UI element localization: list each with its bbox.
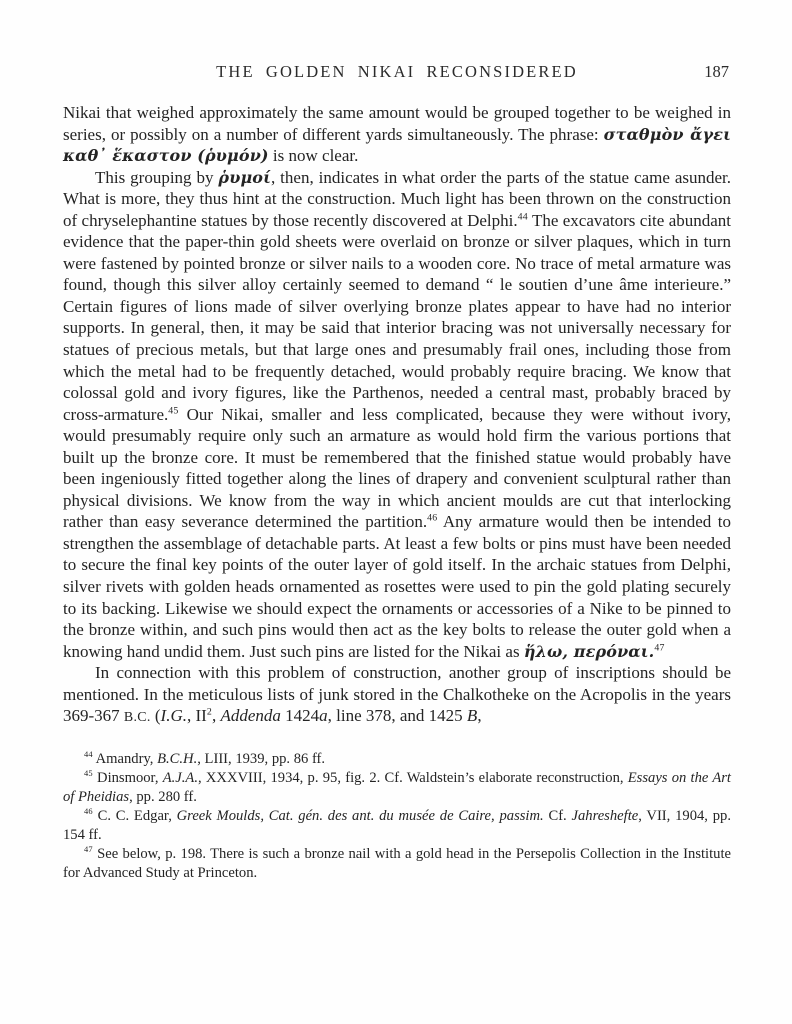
footnote-47: $^{47}$ See below, p. 198. There is such a bronze nail with a gold head in the Persepolis Collection in the Institute for Advanced Study at Princeton. xyxy=(63,844,731,881)
footnotes-section xyxy=(63,750,731,883)
paragraph-inscriptions: In connection with this problem of construction, another group of inscriptions should be mentioned. In the meticulous lists of junk stored in the Chalkotheke on the Acropolis in the years 369-367 B.C. (I.G., $II^2$, Addenda 1424a, line 378, and 1425 B, xyxy=(63,663,731,726)
footnote-45: $^{45}$ Dinsmoor, A.J.A., XXXVIII, 1934, p. 95, fig. 2. Cf. Waldstein’s elaborate reconstruction, Essays on the Art of Pheidias, pp. 280 ff. xyxy=(63,768,731,805)
running-title: THE GOLDEN NIKAI RECONSIDERED xyxy=(216,62,578,81)
page-header xyxy=(63,62,731,84)
paragraph-continuation: Nikai that weighed approximately the same amount would be grouped together to be weighed in series, or possibly on a number of different yards simultaneously. The phrase: σταθμὸν ἄγει καθ᾽ ἕκαστον (ῥυμόν) is now clear. xyxy=(63,103,731,166)
footnote-46: $^{46}$ C. C. Edgar, Greek Moulds, Cat. gén. des ant. du musée de Caire, passim. Cf. Jahreshefte, VII, 1904, pp. 154 ff. xyxy=(63,806,731,843)
article-body xyxy=(63,102,731,729)
paragraph-grouping: This grouping by ῥυμοί, then, indicates in what order the parts of the statue came asunder. What is more, they thus hint at the construction. Much light has been thrown on the construction of chryselephantine statues by those recently discovered at Delphi.$^{44}$ The excavators cite abundant evidence that the paper-thin gold sheets were overlaid on bronze or silver plaques, which in turn were fastened by pointed bronze or silver nails to a wooden core. No trace of metal armature was found, though this silver alloy certainly seemed to demand “ le soutien d’une âme interieure.” Certain figures of lions made of silver overlying bronze plates appear to have had no interior supports. In general, then, it may be said that interior bracing was not universally necessary for statues of precious metals, but that large ones and presumably frail ones, including those from which the metal had to be frequently detached, would probably require bracing. We know that colossal gold and ivory figures, like the Parthenos, needed a central mast, probably braced by cross-armature.$^{45}$ Our Nikai, smaller and less complicated, because they were without ivory, would presumably require only such an armature as would hold firm the various portions that built up the bronze core. It must be remembered that the finished statue would probably have been ingeniously fitted together along the lines of drapery and convenient sculptural rather than physical divisions. We know from the way in which ancient moulds are cut that interlocking rather than easy severance determined the partition.$^{46}$ Any armature would then be intended to strengthen the assemblage of detachable parts. At least a few bolts or pins must have been needed to secure the final key points of the outer layer of gold itself. In the archaic statues from Delphi, silver rivets with golden heads ornamented as rosettes were used to pin the gold plating securely to its backing. Likewise we should expect the ornaments or accessories of a Nike to be pinned to the bronze within, and such pins would then act as the key bolts to release the outer gold when a knowing hand undid them. Just such pins are listed for the Nikai as ἥλω, περόναι.$^{47}$ xyxy=(63,167,732,661)
page-number: 187 xyxy=(704,62,729,81)
footnote-44: $^{44}$ Amandry, B.C.H., LIII, 1939, pp. 86 ff. xyxy=(84,749,326,767)
